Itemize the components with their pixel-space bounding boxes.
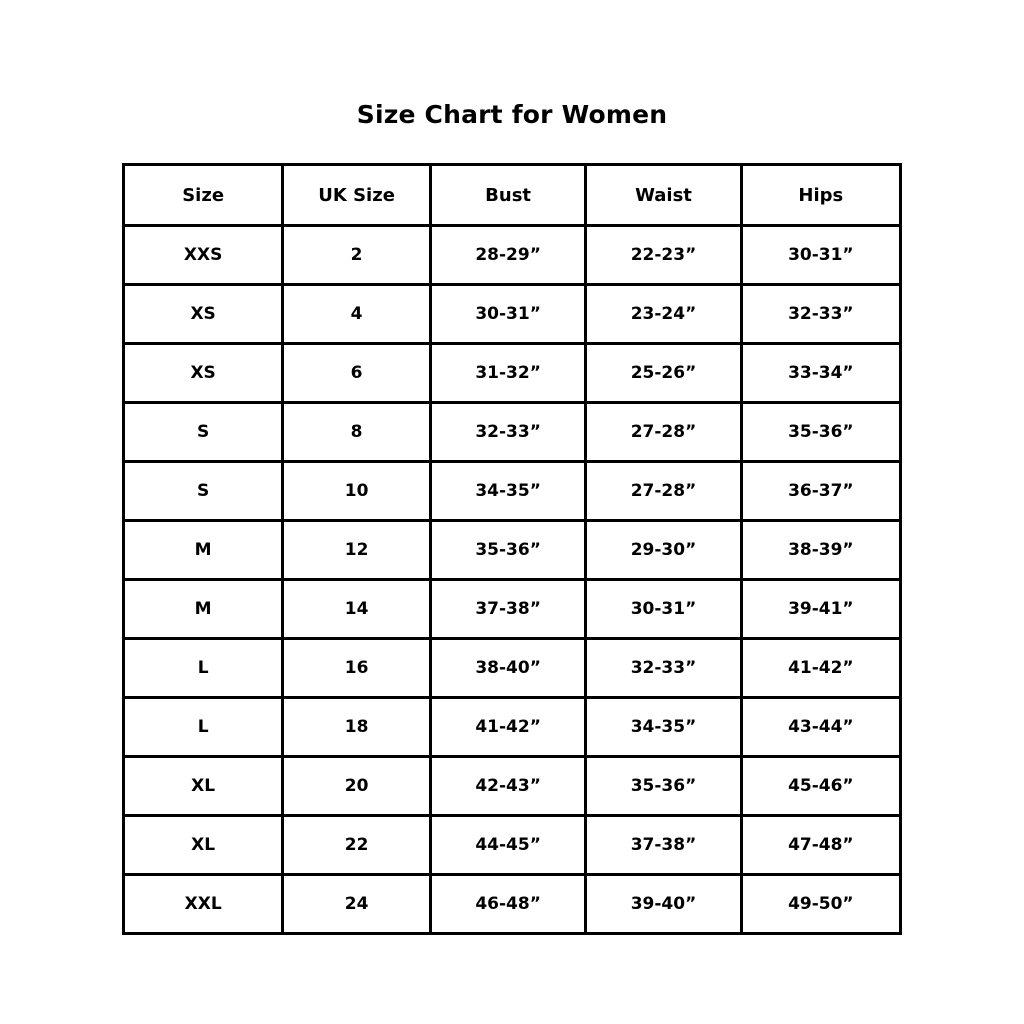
cell-size: XS xyxy=(124,285,283,344)
cell-uk-size: 22 xyxy=(283,816,431,875)
cell-uk-size: 2 xyxy=(283,226,431,285)
column-header-size: Size xyxy=(124,165,283,226)
cell-waist: 35-36” xyxy=(586,757,741,816)
cell-hips: 41-42” xyxy=(741,639,900,698)
cell-uk-size: 18 xyxy=(283,698,431,757)
cell-uk-size: 24 xyxy=(283,875,431,934)
cell-hips: 32-33” xyxy=(741,285,900,344)
column-header-waist: Waist xyxy=(586,165,741,226)
cell-size: XXL xyxy=(124,875,283,934)
table-row xyxy=(124,521,901,580)
cell-waist: 23-24” xyxy=(586,285,741,344)
table-row xyxy=(124,875,901,934)
cell-bust: 35-36” xyxy=(430,521,585,580)
cell-bust: 34-35” xyxy=(430,462,585,521)
cell-uk-size: 14 xyxy=(283,580,431,639)
cell-size: XS xyxy=(124,344,283,403)
cell-hips: 43-44” xyxy=(741,698,900,757)
table-header-row xyxy=(124,165,901,226)
cell-bust: 32-33” xyxy=(430,403,585,462)
cell-hips: 45-46” xyxy=(741,757,900,816)
cell-bust: 37-38” xyxy=(430,580,585,639)
cell-size: XL xyxy=(124,757,283,816)
cell-uk-size: 16 xyxy=(283,639,431,698)
cell-uk-size: 10 xyxy=(283,462,431,521)
table-row xyxy=(124,403,901,462)
table-row xyxy=(124,757,901,816)
column-header-uk-size: UK Size xyxy=(283,165,431,226)
cell-hips: 38-39” xyxy=(741,521,900,580)
cell-waist: 32-33” xyxy=(586,639,741,698)
cell-bust: 42-43” xyxy=(430,757,585,816)
table-row xyxy=(124,816,901,875)
cell-size: S xyxy=(124,462,283,521)
cell-bust: 41-42” xyxy=(430,698,585,757)
cell-uk-size: 12 xyxy=(283,521,431,580)
cell-size: L xyxy=(124,698,283,757)
table-row xyxy=(124,285,901,344)
cell-size: M xyxy=(124,580,283,639)
cell-size: XXS xyxy=(124,226,283,285)
cell-waist: 25-26” xyxy=(586,344,741,403)
table-row xyxy=(124,639,901,698)
cell-waist: 29-30” xyxy=(586,521,741,580)
table-row xyxy=(124,344,901,403)
cell-waist: 39-40” xyxy=(586,875,741,934)
page-title: Size Chart for Women xyxy=(356,100,668,129)
table-row xyxy=(124,462,901,521)
cell-uk-size: 20 xyxy=(283,757,431,816)
column-header-hips: Hips xyxy=(741,165,900,226)
cell-bust: 30-31” xyxy=(430,285,585,344)
size-table-container xyxy=(122,163,902,935)
cell-waist: 30-31” xyxy=(586,580,741,639)
cell-hips: 36-37” xyxy=(741,462,900,521)
cell-hips: 49-50” xyxy=(741,875,900,934)
cell-bust: 46-48” xyxy=(430,875,585,934)
table-body xyxy=(124,226,901,934)
cell-waist: 22-23” xyxy=(586,226,741,285)
cell-hips: 47-48” xyxy=(741,816,900,875)
cell-size: M xyxy=(124,521,283,580)
table-row xyxy=(124,698,901,757)
cell-hips: 33-34” xyxy=(741,344,900,403)
cell-bust: 38-40” xyxy=(430,639,585,698)
table-header xyxy=(124,165,901,226)
cell-bust: 44-45” xyxy=(430,816,585,875)
cell-uk-size: 6 xyxy=(283,344,431,403)
cell-waist: 27-28” xyxy=(586,462,741,521)
cell-hips: 35-36” xyxy=(741,403,900,462)
cell-waist: 27-28” xyxy=(586,403,741,462)
size-table xyxy=(122,163,902,935)
cell-bust: 31-32” xyxy=(430,344,585,403)
cell-size: XL xyxy=(124,816,283,875)
column-header-bust: Bust xyxy=(430,165,585,226)
table-row xyxy=(124,580,901,639)
cell-waist: 34-35” xyxy=(586,698,741,757)
table-row xyxy=(124,226,901,285)
cell-uk-size: 8 xyxy=(283,403,431,462)
cell-waist: 37-38” xyxy=(586,816,741,875)
cell-bust: 28-29” xyxy=(430,226,585,285)
cell-uk-size: 4 xyxy=(283,285,431,344)
cell-hips: 39-41” xyxy=(741,580,900,639)
cell-size: L xyxy=(124,639,283,698)
cell-size: S xyxy=(124,403,283,462)
cell-hips: 30-31” xyxy=(741,226,900,285)
